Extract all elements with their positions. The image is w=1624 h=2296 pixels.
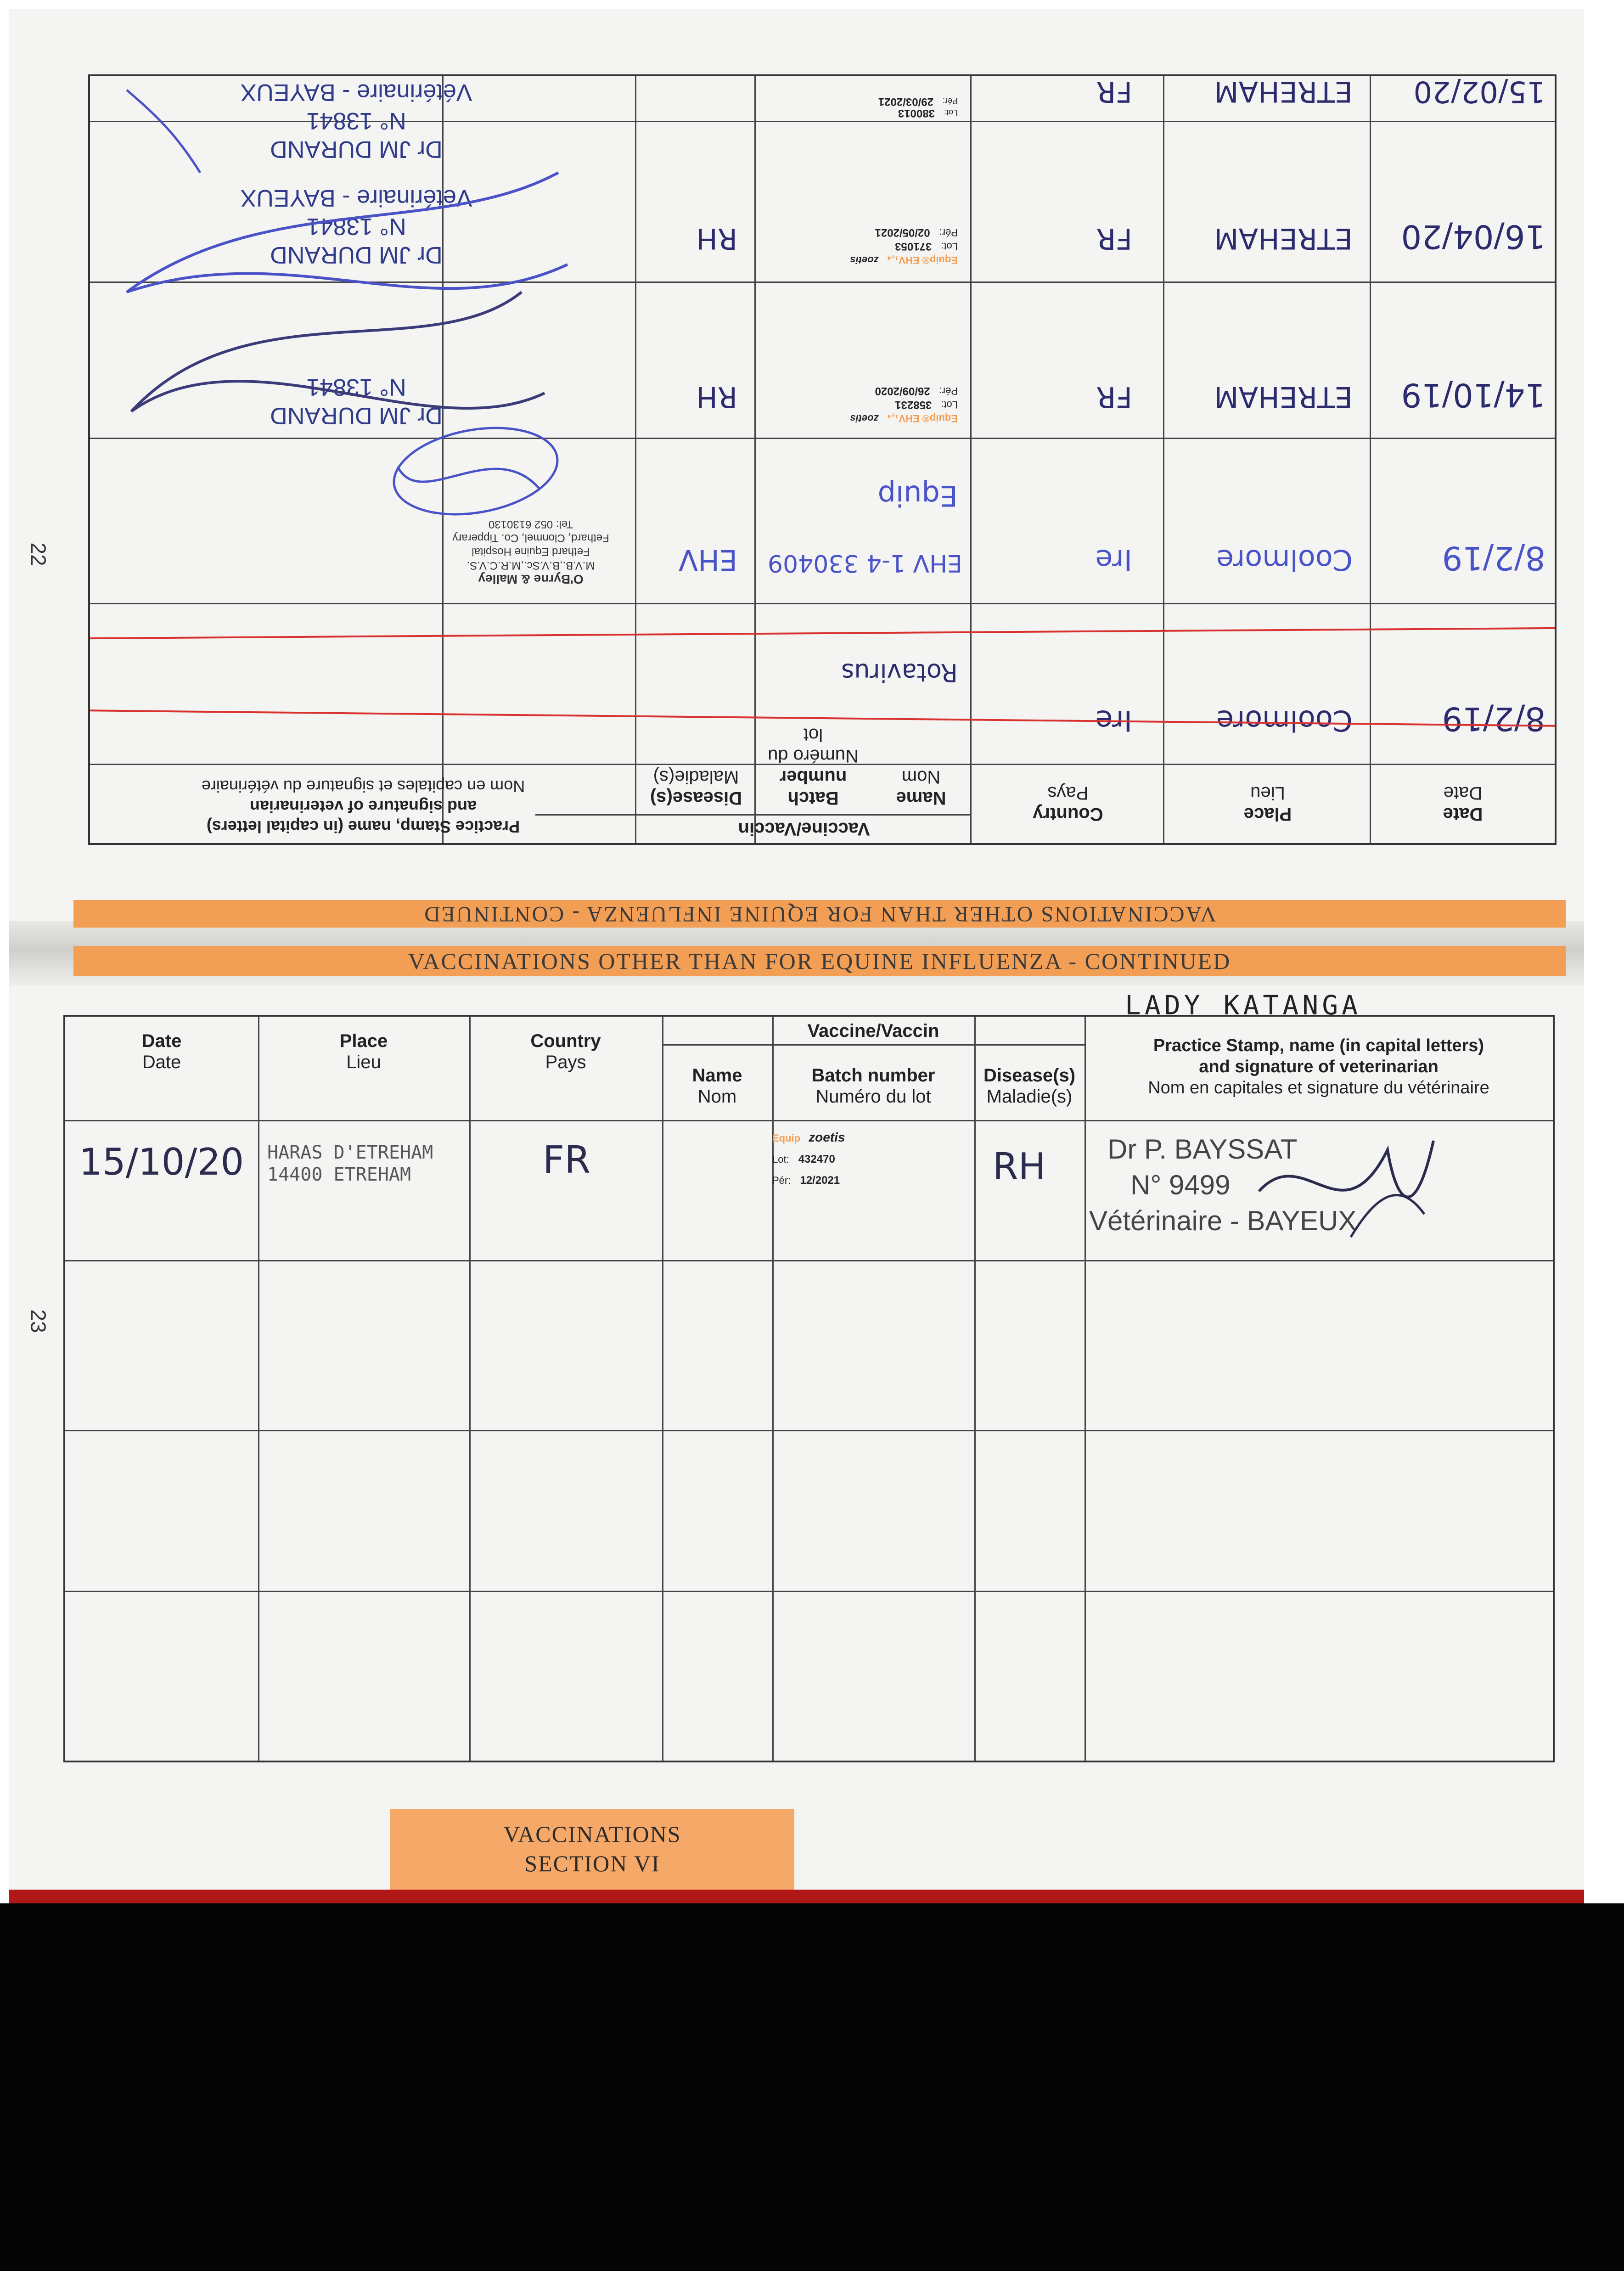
row1-name: Rotavirus xyxy=(841,658,958,687)
row3-date: 14/10/19 xyxy=(1401,376,1545,414)
row1-strike-line-2 xyxy=(90,627,1555,639)
row2-batch: EHV 1-4 330409 xyxy=(767,549,962,577)
row1-date: 8/2/19 xyxy=(1442,700,1545,737)
col-country-header: Country Pays xyxy=(530,1031,601,1072)
row4-date: 16/04/20 xyxy=(1401,218,1545,255)
col-name-header: Name Nom xyxy=(692,1065,742,1107)
page-number-upper: 22 xyxy=(26,542,51,566)
row2-date: 8/2/19 xyxy=(1442,539,1545,577)
entry-date: 15/10/20 xyxy=(79,1141,244,1183)
row2-disease: EHV xyxy=(678,543,737,577)
durand-stamp-2: Dr JM DURAND N° 13841 Vétérinaire - BAYEUX xyxy=(240,185,472,268)
upper-table xyxy=(88,74,1557,845)
section-label: VACCINATIONS SECTION VI xyxy=(390,1809,794,1890)
row3-disease: RH xyxy=(696,380,737,414)
entry-country: FR xyxy=(543,1138,591,1182)
col-place-header: Place Lieu xyxy=(1243,783,1292,824)
row2-practice-stamp: O'Byrne & Malley M.V.B.,B.V.Sc.,M.R.C.V.S. Fethard Equine Hospital Fethard, Clonmel, Co. Tipperary Tel: 052 6130130 xyxy=(452,518,609,586)
col-date-header: Date Date xyxy=(141,1031,182,1072)
vaccine-group-header: Vaccine/Vaccin xyxy=(807,1021,939,1041)
row2-country: Ire xyxy=(1095,543,1132,577)
durand-stamp-1: Dr JM DURAND N° 13841 xyxy=(270,374,443,429)
cover-edge xyxy=(9,1890,1584,1903)
durand-stamp-3: Dr JM DURAND N° 13841 Vétérinaire - BAYEUX xyxy=(240,79,472,163)
row4-place: ETREHAM xyxy=(1214,222,1353,255)
row4-vaccine-label: Equip® EHV₁,₄zoetis Lot:371053 Pér:02/05/2021 xyxy=(850,226,958,266)
row4-disease: RH xyxy=(696,222,737,255)
col-disease-header: Disease(s) Maladie(s) xyxy=(650,767,742,808)
horse-name: LADY KATANGA xyxy=(1125,990,1362,1021)
bayssat-stamp: Dr P. BAYSSAT N° 9499 Vétérinaire - BAYEUX xyxy=(1089,1134,1357,1236)
col-disease-header: Disease(s) Maladie(s) xyxy=(983,1065,1076,1107)
section-banner: VACCINATIONS OTHER THAN FOR EQUINE INFLUENZA - CONTINUED xyxy=(73,946,1566,976)
col-date-header: Date Date xyxy=(1443,783,1483,824)
col-batch-header: Batch number Numéro du lot xyxy=(811,1065,935,1107)
bayssat-signature xyxy=(1250,1122,1443,1260)
scanner-background xyxy=(0,1903,1624,2271)
row3-vaccine-label: Equip® EHV₁,₄zoetis Lot:358231 Pér:26/09/2020 xyxy=(850,385,958,424)
row5-vaccine-label: Lot:380013 Pér:29/03/2021 xyxy=(878,96,958,119)
upper-page xyxy=(92,74,1557,845)
entry-place-stamp: HARAS D'ETREHAM 14400 ETREHAM xyxy=(267,1142,433,1185)
entry-vaccine-label: Equip zoetis Lot: 432470 Pér: 12/2021 xyxy=(772,1130,845,1187)
col-country-header: Country Pays xyxy=(1033,783,1103,824)
col-batch-header: Batch number Numéro du lot xyxy=(768,725,859,808)
col-stamp-header: Practice Stamp, name (in capital letters) and signature of veterinarian Nom en capitales et signature du vétérinaire xyxy=(1148,1036,1489,1097)
row2-name: Equip xyxy=(877,479,958,512)
row5-place: ETREHAM xyxy=(1214,75,1353,108)
entry-disease: RH xyxy=(993,1145,1046,1188)
page-number-lower: 23 xyxy=(26,1309,51,1333)
row2-place: Coolmore xyxy=(1216,543,1353,577)
vet-signatures xyxy=(108,81,613,586)
row1-place: Coolmore xyxy=(1216,704,1353,737)
col-place-header: Place Lieu xyxy=(339,1031,388,1072)
row5-country: FR xyxy=(1096,75,1132,108)
vaccine-group-header: Vaccine/Vaccin xyxy=(738,819,870,839)
col-name-header: Name Nom xyxy=(896,767,946,808)
row4-country: FR xyxy=(1096,222,1132,255)
row3-country: FR xyxy=(1096,380,1132,414)
upper-banner: VACCINATIONS OTHER THAN FOR EQUINE INFLUENZA - CONTINUED xyxy=(73,900,1566,928)
vaccination-table xyxy=(63,1015,1555,1762)
col-stamp-header: Practice Stamp, name (in capital letters) and signature of veterinarian Nom en capitales et signature du vétérinaire xyxy=(201,777,525,836)
row5-date: 15/02/20 xyxy=(1413,74,1545,108)
row3-place: ETREHAM xyxy=(1214,380,1353,414)
